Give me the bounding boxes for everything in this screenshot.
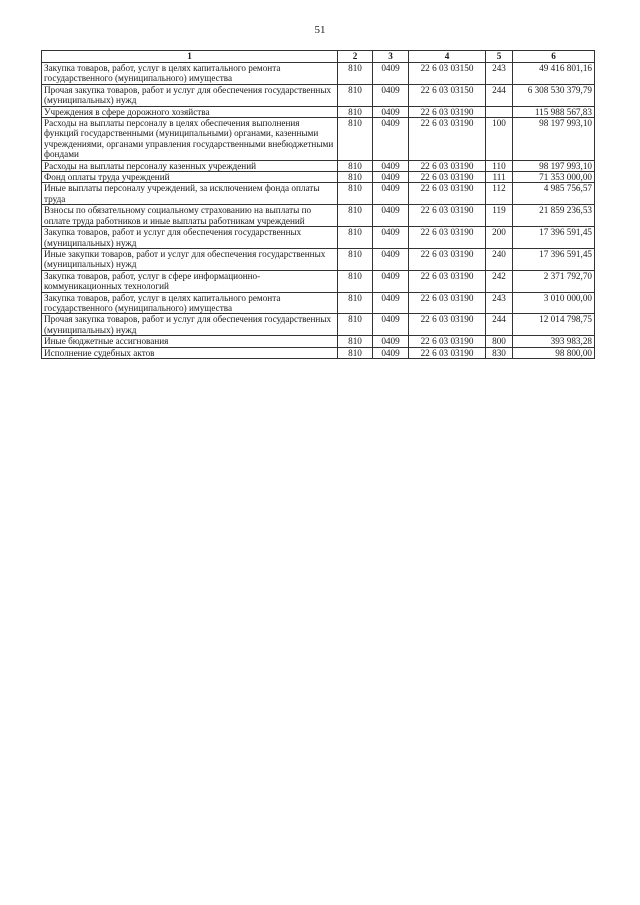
table-row [42, 248, 595, 270]
row-code-5: 244 [486, 314, 513, 336]
row-description: Иные бюджетные ассигнования [42, 336, 338, 347]
row-code-5: 111 [486, 172, 513, 183]
row-code-5: 100 [486, 118, 513, 161]
table-row [42, 205, 595, 227]
row-description: Прочая закупка товаров, работ и услуг для обеспечения государственных (муниципальных) нужд [42, 84, 338, 106]
header-cell: 3 [373, 51, 409, 63]
row-code-3: 0409 [373, 106, 409, 117]
header-cell: 6 [513, 51, 595, 63]
table-row [42, 63, 595, 85]
row-description: Взносы по обязательному социальному страхованию на выплаты по оплате труда работников и иные выплаты работникам учреждений [42, 205, 338, 227]
row-code-2: 810 [338, 227, 373, 249]
header-cell: 5 [486, 51, 513, 63]
row-code-4: 22 6 03 03150 [409, 63, 486, 85]
row-code-2: 810 [338, 118, 373, 161]
row-amount: 115 988 567,83 [513, 106, 595, 117]
row-code-4: 22 6 03 03190 [409, 172, 486, 183]
table-row [42, 270, 595, 292]
row-amount: 12 014 798,75 [513, 314, 595, 336]
row-amount: 393 983,28 [513, 336, 595, 347]
row-amount: 71 353 000,00 [513, 172, 595, 183]
row-code-5: 800 [486, 336, 513, 347]
table-row [42, 172, 595, 183]
row-code-3: 0409 [373, 63, 409, 85]
row-description: Иные закупки товаров, работ и услуг для обеспечения государственных (муниципальных) нужд [42, 248, 338, 270]
row-code-4: 22 6 03 03190 [409, 270, 486, 292]
row-code-2: 810 [338, 347, 373, 358]
row-description: Прочая закупка товаров, работ и услуг для обеспечения государственных (муниципальных) нужд [42, 314, 338, 336]
row-code-4: 22 6 03 03190 [409, 347, 486, 358]
budget-table [41, 50, 595, 359]
row-description: Закупка товаров, работ и услуг для обеспечения государственных (муниципальных) нужд [42, 227, 338, 249]
row-code-2: 810 [338, 106, 373, 117]
row-code-5: 830 [486, 347, 513, 358]
row-code-2: 810 [338, 270, 373, 292]
table-row [42, 292, 595, 314]
row-amount: 98 197 993,10 [513, 118, 595, 161]
row-code-3: 0409 [373, 118, 409, 161]
row-code-4: 22 6 03 03150 [409, 84, 486, 106]
row-description: Расходы на выплаты персоналу казенных учреждений [42, 160, 338, 171]
row-code-3: 0409 [373, 336, 409, 347]
row-code-2: 810 [338, 84, 373, 106]
row-code-4: 22 6 03 03190 [409, 205, 486, 227]
row-code-5: 243 [486, 63, 513, 85]
row-code-4: 22 6 03 03190 [409, 118, 486, 161]
row-description: Закупка товаров, работ, услуг в сфере информационно-коммуникационных технологий [42, 270, 338, 292]
row-code-2: 810 [338, 248, 373, 270]
row-amount: 4 985 756,57 [513, 183, 595, 205]
table-body [42, 63, 595, 359]
table-row [42, 118, 595, 161]
row-code-4: 22 6 03 03190 [409, 314, 486, 336]
row-amount: 2 371 792,70 [513, 270, 595, 292]
row-amount: 98 800,00 [513, 347, 595, 358]
row-code-2: 810 [338, 172, 373, 183]
table-row [42, 347, 595, 358]
row-amount: 17 396 591,45 [513, 248, 595, 270]
row-description: Иные выплаты персоналу учреждений, за исключением фонда оплаты труда [42, 183, 338, 205]
row-code-5: 240 [486, 248, 513, 270]
row-code-4: 22 6 03 03190 [409, 336, 486, 347]
header-row [42, 51, 595, 63]
row-code-5: 243 [486, 292, 513, 314]
row-code-3: 0409 [373, 270, 409, 292]
row-description: Учреждения в сфере дорожного хозяйства [42, 106, 338, 117]
row-code-4: 22 6 03 03190 [409, 292, 486, 314]
row-code-5: 244 [486, 84, 513, 106]
row-code-5: 242 [486, 270, 513, 292]
table-row [42, 84, 595, 106]
row-code-3: 0409 [373, 205, 409, 227]
row-code-3: 0409 [373, 314, 409, 336]
header-cell: 4 [409, 51, 486, 63]
table-row [42, 336, 595, 347]
row-code-4: 22 6 03 03190 [409, 183, 486, 205]
row-amount: 3 010 000,00 [513, 292, 595, 314]
row-description: Исполнение судебных актов [42, 347, 338, 358]
row-code-3: 0409 [373, 84, 409, 106]
row-description: Закупка товаров, работ, услуг в целях капитального ремонта государственного (муниципального) имущества [42, 63, 338, 85]
row-amount: 17 396 591,45 [513, 227, 595, 249]
row-code-3: 0409 [373, 248, 409, 270]
row-code-4: 22 6 03 03190 [409, 248, 486, 270]
row-code-3: 0409 [373, 227, 409, 249]
row-code-3: 0409 [373, 347, 409, 358]
row-code-5: 112 [486, 183, 513, 205]
row-amount: 6 308 530 379,79 [513, 84, 595, 106]
row-code-2: 810 [338, 160, 373, 171]
row-code-2: 810 [338, 336, 373, 347]
row-description: Расходы на выплаты персоналу в целях обеспечения выполнения функций государственными (муниципальными) органами, казенными учреждениями, органами управления государственными внебюджетными фондами [42, 118, 338, 161]
header-cell: 2 [338, 51, 373, 63]
row-code-2: 810 [338, 183, 373, 205]
page-number: 51 [314, 24, 326, 36]
row-description: Фонд оплаты труда учреждений [42, 172, 338, 183]
row-code-4: 22 6 03 03190 [409, 227, 486, 249]
row-code-5: 110 [486, 160, 513, 171]
row-code-4: 22 6 03 03190 [409, 106, 486, 117]
row-code-2: 810 [338, 292, 373, 314]
table-row [42, 314, 595, 336]
row-code-2: 810 [338, 314, 373, 336]
row-code-2: 810 [338, 63, 373, 85]
row-code-4: 22 6 03 03190 [409, 160, 486, 171]
row-amount: 98 197 993,10 [513, 160, 595, 171]
table-row [42, 183, 595, 205]
row-code-3: 0409 [373, 172, 409, 183]
row-amount: 21 859 236,53 [513, 205, 595, 227]
row-code-3: 0409 [373, 292, 409, 314]
header-cell: 1 [42, 51, 338, 63]
row-code-3: 0409 [373, 160, 409, 171]
table-row [42, 160, 595, 171]
row-code-5 [486, 106, 513, 117]
row-code-5: 200 [486, 227, 513, 249]
row-code-5: 119 [486, 205, 513, 227]
row-description: Закупка товаров, работ, услуг в целях капитального ремонта государственного (муниципального) имущества [42, 292, 338, 314]
row-amount: 49 416 801,16 [513, 63, 595, 85]
row-code-2: 810 [338, 205, 373, 227]
table-row [42, 106, 595, 117]
table-row [42, 227, 595, 249]
row-code-3: 0409 [373, 183, 409, 205]
